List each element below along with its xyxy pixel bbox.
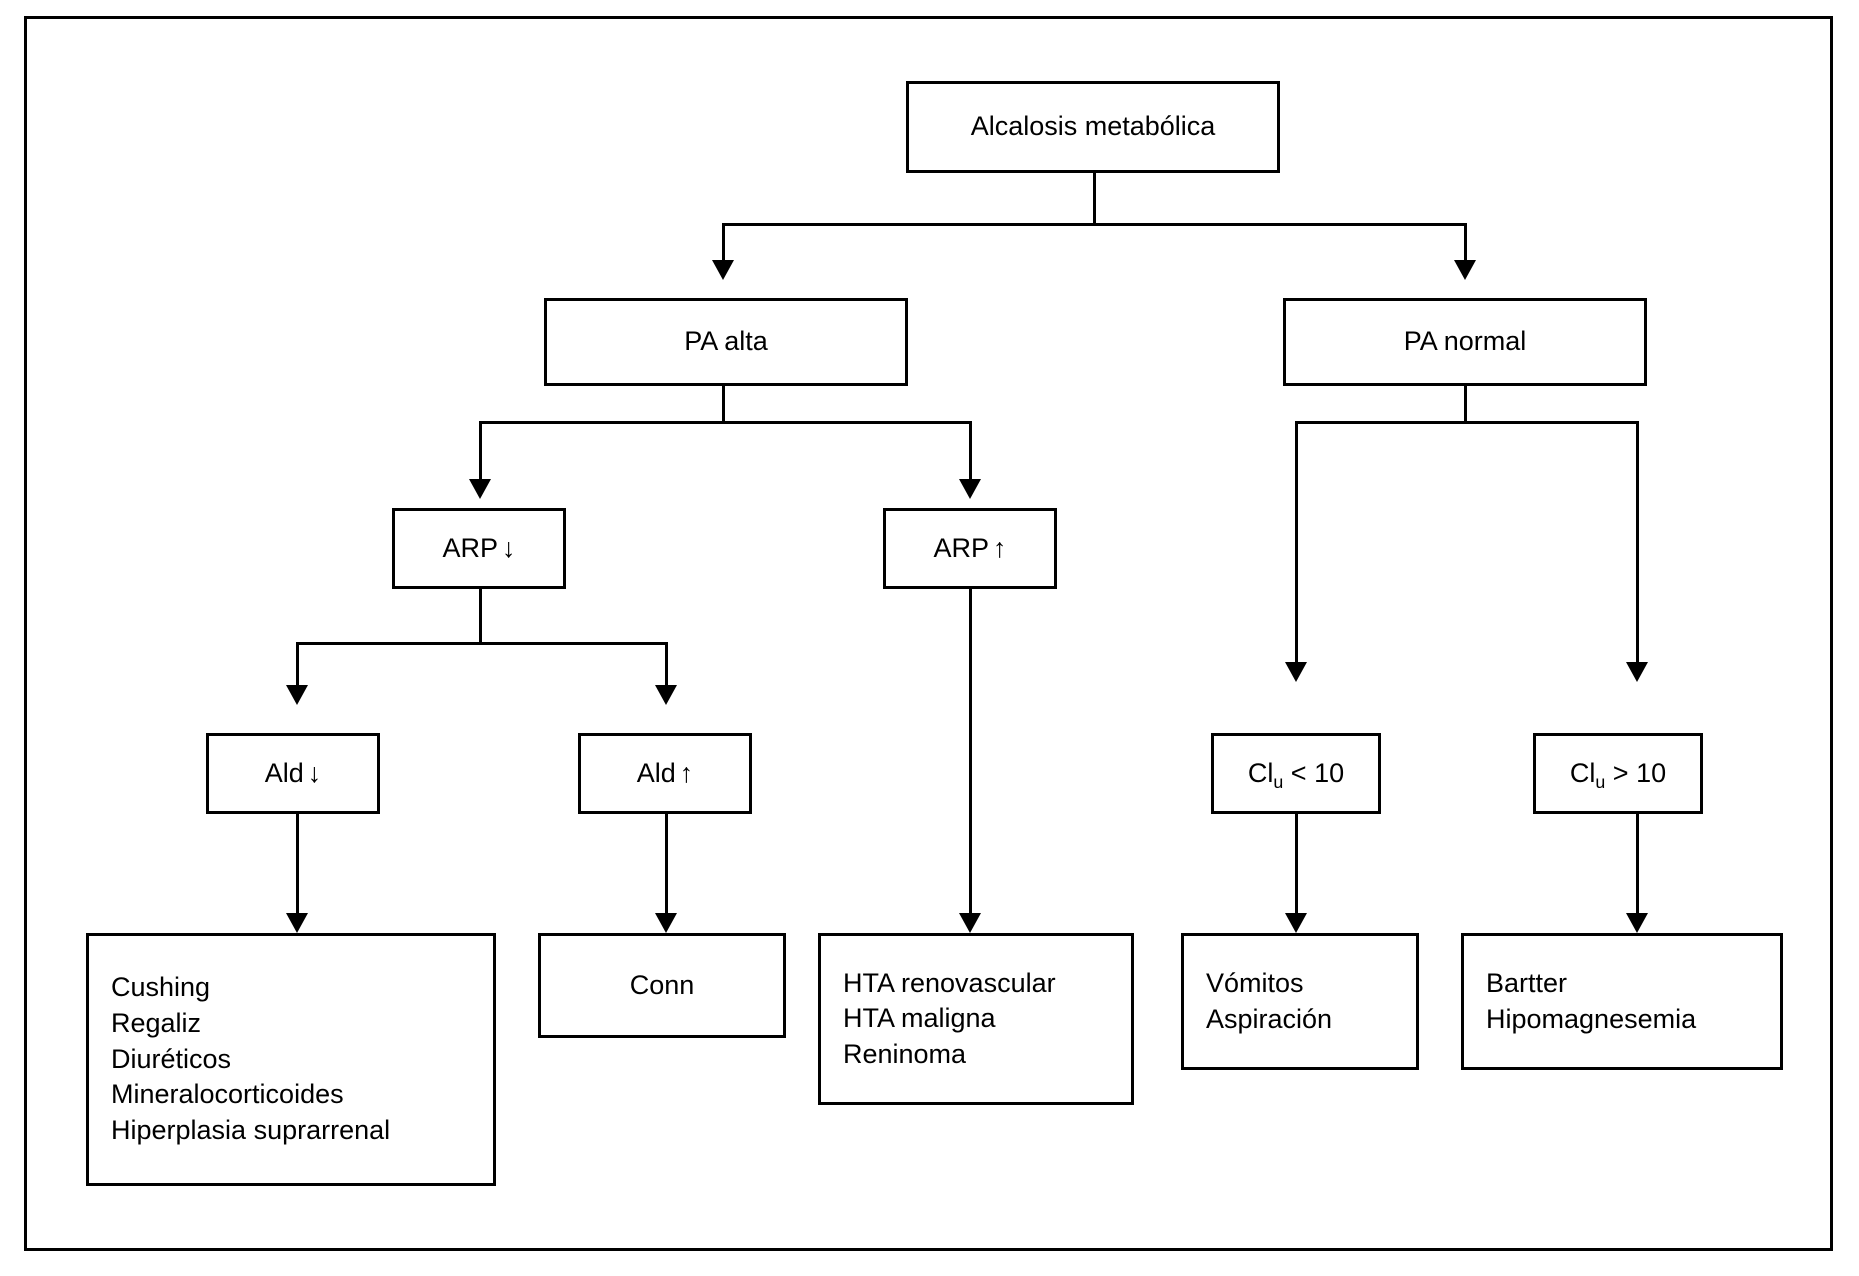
arrowhead-arp-high: [959, 479, 981, 499]
causes-cl-high-list: [1486, 966, 1696, 1037]
connector-root-to-pa-alta: [722, 223, 725, 265]
connector-pa-alta-to-arp-high: [969, 421, 972, 484]
arrowhead-causes-cl-low: [1285, 913, 1307, 933]
arrow-up-icon: ↑: [993, 532, 1007, 563]
list-item: Regaliz: [111, 1008, 202, 1039]
list-item: Conn: [629, 969, 695, 1000]
causes-cl-low-list: [1206, 966, 1332, 1037]
connector-arp-low-to-ald-high: [665, 642, 668, 690]
list-item: Diuréticos: [111, 1043, 232, 1074]
node-ald-high[interactable]: [578, 733, 752, 814]
node-arp-low-label: ARP: [442, 532, 499, 563]
arrowhead-causes-cl-high: [1626, 913, 1648, 933]
connector-pa-normal-to-cl-high: [1636, 421, 1639, 666]
connector-pa-alta-to-arp-low: [479, 421, 482, 484]
connector-root-stem: [1093, 173, 1096, 226]
node-root[interactable]: [906, 81, 1280, 173]
node-causes-arp-high[interactable]: [818, 933, 1134, 1105]
connector-root-bus: [722, 223, 1467, 226]
node-root-label: Alcalosis metabólica: [970, 111, 1216, 142]
arrowhead-causes-ald-low: [286, 913, 308, 933]
list-item: HTA maligna: [843, 1003, 996, 1034]
node-cl-high-label: $Cl_u > 10$: [1569, 757, 1667, 792]
list-item: Mineralocorticoides: [111, 1079, 344, 1110]
node-causes-ald-low[interactable]: [86, 933, 496, 1186]
node-arp-high-label: ARP: [933, 532, 990, 563]
arrow-down-icon: ↓: [502, 532, 516, 563]
list-item: Bartter: [1486, 967, 1568, 998]
connector-arp-high-to-causes: [969, 589, 972, 919]
node-causes-ald-high[interactable]: [538, 933, 786, 1038]
connector-ald-low-to-causes: [296, 814, 299, 919]
arrowhead-ald-high: [655, 685, 677, 705]
node-cl-high[interactable]: [1533, 733, 1703, 814]
connector-arp-low-bus: [296, 642, 668, 645]
arrowhead-cl-high: [1626, 662, 1648, 682]
node-arp-high[interactable]: [883, 508, 1057, 589]
arrowhead-cl-low: [1285, 662, 1307, 682]
node-arp-low[interactable]: [392, 508, 566, 589]
connector-arp-low-stem: [479, 589, 482, 645]
node-ald-low[interactable]: [206, 733, 380, 814]
list-item: Cushing: [111, 972, 211, 1003]
connector-cl-low-to-causes: [1295, 814, 1298, 919]
connector-root-to-pa-normal: [1464, 223, 1467, 265]
causes-arp-high-list: [843, 966, 1056, 1073]
causes-ald-low-list: [111, 970, 390, 1148]
list-item: HTA renovascular: [843, 967, 1056, 998]
node-ald-high-label: Ald: [636, 757, 676, 788]
arrow-down-icon: ↓: [307, 757, 322, 788]
node-ald-low-label: Ald: [264, 757, 304, 788]
arrowhead-causes-arp-high: [959, 913, 981, 933]
connector-pa-alta-bus: [479, 421, 972, 424]
arrowhead-pa-normal: [1454, 260, 1476, 280]
node-cl-low-label: $Cl_u < 10$: [1247, 757, 1345, 792]
arrowhead-arp-low: [469, 479, 491, 499]
node-causes-cl-high[interactable]: [1461, 933, 1783, 1070]
connector-ald-high-to-conn: [665, 814, 668, 919]
connector-pa-normal-to-cl-low: [1295, 421, 1298, 666]
node-pa-alta-label: PA alta: [684, 326, 768, 357]
list-item: Hiperplasia suprarrenal: [111, 1114, 391, 1145]
list-item: Reninoma: [843, 1038, 967, 1069]
arrowhead-causes-ald-high: [655, 913, 677, 933]
arrow-up-icon: ↑: [679, 757, 694, 788]
connector-cl-high-to-causes: [1636, 814, 1639, 919]
causes-ald-high-list: [630, 968, 695, 1004]
connector-pa-alta-stem: [722, 386, 725, 424]
node-causes-cl-low[interactable]: [1181, 933, 1419, 1070]
arrowhead-ald-low: [286, 685, 308, 705]
node-pa-alta[interactable]: [544, 298, 908, 386]
node-pa-normal-label: PA normal: [1403, 326, 1527, 357]
connector-pa-normal-stem: [1464, 386, 1467, 424]
list-item: Hipomagnesemia: [1486, 1003, 1697, 1034]
list-item: Vómitos: [1206, 967, 1304, 998]
list-item: Aspiración: [1206, 1003, 1333, 1034]
node-pa-normal[interactable]: [1283, 298, 1647, 386]
node-cl-low[interactable]: [1211, 733, 1381, 814]
arrowhead-pa-alta: [712, 260, 734, 280]
connector-pa-normal-bus: [1295, 421, 1639, 424]
connector-arp-low-to-ald-low: [296, 642, 299, 690]
